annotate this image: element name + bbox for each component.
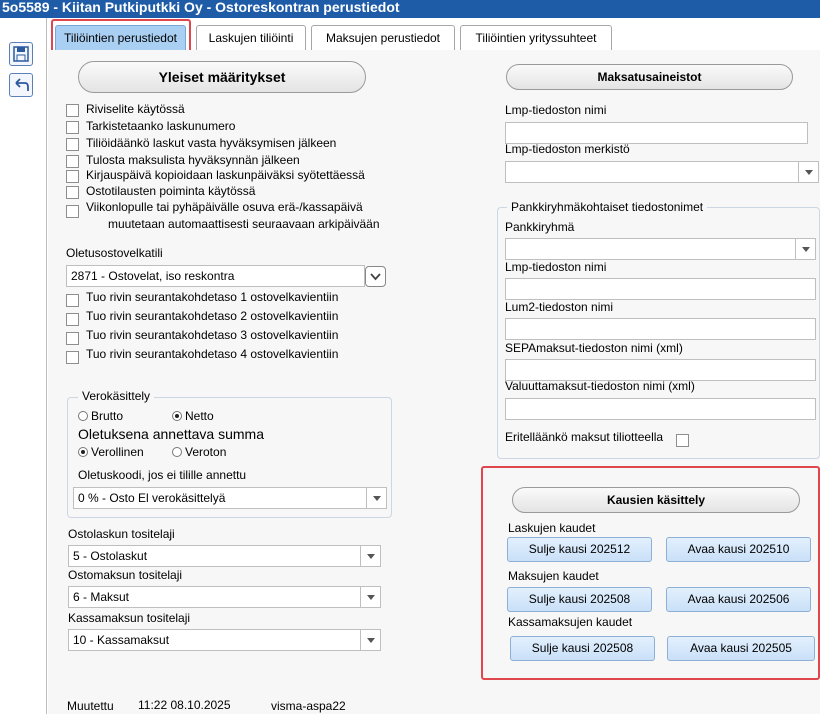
checkbox-label: Ostotilausten poiminta käytössä (86, 184, 256, 198)
vat-legend: Verokäsittely (78, 389, 154, 403)
checkbox-label: Tuo rivin seurantakohdetaso 1 ostovelkavientiin (86, 290, 339, 304)
invoice-periods-label: Laskujen kaudet (508, 521, 596, 535)
general-section-header: Yleiset määritykset (78, 61, 366, 93)
radio-icon[interactable] (78, 411, 88, 421)
periods-header: Kausien käsittely (512, 487, 800, 513)
lum2-label: Lum2-tiedoston nimi (505, 300, 614, 314)
chevron-down-icon[interactable] (360, 587, 380, 607)
sepa-label: SEPAmaksut-tiedoston nimi (xml) (505, 341, 683, 355)
payment-voucher-label: Ostomaksun tositelaji (68, 568, 183, 582)
checkbox-tilioidaanko[interactable] (66, 138, 79, 151)
checkbox-label: Tuo rivin seurantakohdetaso 3 ostovelkavientiin (86, 328, 339, 342)
checkbox-label: Tuo rivin seurantakohdetaso 2 ostovelkavientiin (86, 309, 339, 323)
checkbox-label: Riviselite käytössä (86, 102, 185, 116)
chevron-down-icon[interactable] (360, 546, 380, 566)
close-payment-period-button[interactable]: Sulje kausi 202508 (507, 587, 652, 612)
modified-label: Muutettu (67, 699, 114, 713)
default-sum-label: Oletuksena annettava summa (78, 426, 264, 442)
cash-voucher-label: Kassamaksun tositelaji (68, 611, 191, 625)
tab-maksujen-perustiedot[interactable]: Maksujen perustiedot (311, 25, 455, 50)
default-code-label: Oletuskoodi, jos ei tilille annettu (78, 468, 247, 482)
checkbox-label: Tuo rivin seurantakohdetaso 4 ostovelkavientiin (86, 347, 339, 361)
radio-netto[interactable]: Netto (172, 409, 214, 423)
modified-time: 11:22 08.10.2025 (138, 698, 231, 712)
checkbox-label: Tiliöidäänkö laskut vasta hyväksymisen jälkeen (86, 136, 337, 150)
lum2-input[interactable] (505, 318, 816, 340)
separate-payments-checkbox[interactable] (676, 434, 689, 447)
default-code-select[interactable]: 0 % - Osto El verokäsittelyä (73, 487, 387, 509)
checkbox-tracking-2[interactable] (66, 313, 79, 326)
checkbox-tracking-4[interactable] (66, 351, 79, 364)
separate-payments-label: Eritelläänkö maksut tiliotteella (505, 430, 664, 444)
bank-group-legend: Pankkiryhmäkohtaiset tiedostonimet (507, 200, 707, 214)
window-title: 5o5589 - Kiitan Putkiputkki Oy - Ostoreskontran perustiedot (0, 0, 820, 18)
toolbar (0, 18, 47, 714)
tab-tiliointien-perustiedot[interactable]: Tiliöintien perustiedot (55, 25, 186, 50)
checkbox-kirjauspaiva[interactable] (66, 170, 79, 183)
bank-lmp-label: Lmp-tiedoston nimi (505, 260, 607, 274)
default-account-label: Oletusostovelkatili (66, 246, 163, 260)
lmp-name-label: Lmp-tiedoston nimi (505, 103, 607, 117)
radio-veroton[interactable]: Veroton (172, 445, 226, 459)
checkbox-tulosta[interactable] (66, 155, 79, 168)
chevron-down-icon[interactable] (365, 266, 386, 287)
payment-periods-label: Maksujen kaudet (508, 569, 599, 583)
cash-periods-label: Kassamaksujen kaudet (508, 615, 633, 629)
payment-voucher-select[interactable]: 6 - Maksut (68, 586, 381, 608)
lmp-charset-label: Lmp-tiedoston merkistö (505, 142, 630, 156)
tab-tiliointien-yrityssuhteet[interactable]: Tiliöintien yrityssuhteet (460, 25, 612, 50)
lmp-name-input[interactable] (505, 122, 808, 144)
tab-laskujen-tiliointi[interactable]: Laskujen tiliöinti (196, 25, 306, 50)
checkbox-tarkistetaanko[interactable] (66, 121, 79, 134)
save-icon[interactable] (9, 42, 33, 66)
checkbox-tracking-3[interactable] (66, 332, 79, 345)
chevron-down-icon[interactable] (795, 239, 815, 259)
sepa-input[interactable] (505, 359, 816, 381)
invoice-voucher-select[interactable]: 5 - Ostolaskut (68, 545, 381, 567)
currency-label: Valuuttamaksut-tiedoston nimi (xml) (505, 379, 695, 393)
invoice-voucher-label: Ostolaskun tositelaji (68, 527, 175, 541)
payment-material-header: Maksatusaineistot (506, 64, 793, 90)
undo-icon[interactable] (9, 73, 33, 97)
checkbox-label: Tarkistetaanko laskunumero (86, 119, 236, 133)
chevron-down-icon[interactable] (798, 162, 818, 182)
checkbox-riviselite[interactable] (66, 104, 79, 117)
checkbox-ostotilausten[interactable] (66, 186, 79, 199)
close-cash-period-button[interactable]: Sulje kausi 202508 (510, 636, 655, 661)
currency-input[interactable] (505, 398, 816, 420)
open-invoice-period-button[interactable]: Avaa kausi 202510 (666, 537, 811, 562)
default-account-field[interactable]: 2871 - Ostovelat, iso reskontra (66, 265, 365, 287)
radio-icon[interactable] (172, 411, 182, 421)
bank-group-label: Pankkiryhmä (505, 220, 575, 234)
chevron-down-icon[interactable] (360, 630, 380, 650)
checkbox-label: Tulosta maksulista hyväksynnän jälkeen (86, 153, 300, 167)
chevron-down-icon[interactable] (366, 488, 386, 508)
checkbox-viikonlopulle[interactable] (66, 205, 79, 218)
cash-voucher-select[interactable]: 10 - Kassamaksut (68, 629, 381, 651)
checkbox-label: Viikonlopulle tai pyhäpäivälle osuva erä-/kassapäivä (86, 200, 363, 214)
checkbox-label-continuation: muutetaan automaattisesti seuraavaan arkipäivään (108, 217, 380, 231)
checkbox-tracking-1[interactable] (66, 294, 79, 307)
close-invoice-period-button[interactable]: Sulje kausi 202512 (507, 537, 652, 562)
checkbox-label: Kirjauspäivä kopioidaan laskunpäiväksi syötettäessä (86, 168, 365, 182)
open-cash-period-button[interactable]: Avaa kausi 202505 (667, 636, 815, 661)
radio-icon[interactable] (172, 447, 182, 457)
modified-user: visma-aspa22 (271, 699, 346, 713)
bank-lmp-input[interactable] (505, 278, 816, 300)
open-payment-period-button[interactable]: Avaa kausi 202506 (666, 587, 811, 612)
radio-verollinen[interactable]: Verollinen (78, 445, 144, 459)
radio-brutto[interactable]: Brutto (78, 409, 123, 423)
lmp-charset-select[interactable] (505, 161, 819, 183)
bank-group-select[interactable] (505, 238, 816, 260)
radio-icon[interactable] (78, 447, 88, 457)
